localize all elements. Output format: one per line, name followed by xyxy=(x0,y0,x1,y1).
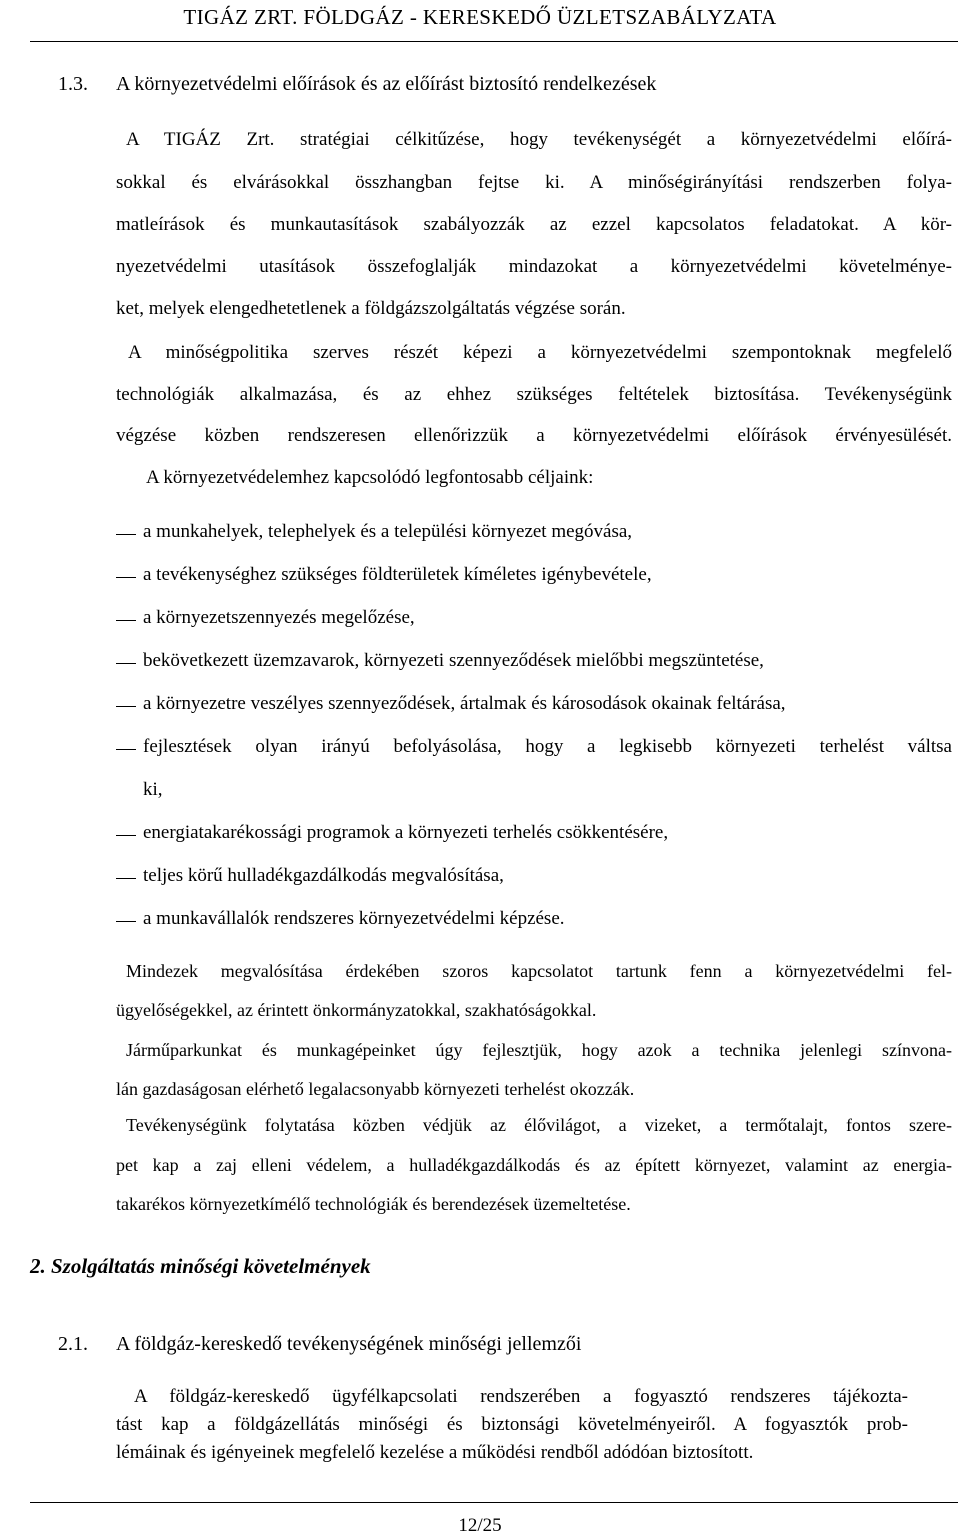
list-item: a munkavállalók rendszeres környezetvédelmi képzése. xyxy=(143,908,565,929)
paragraph-line xyxy=(116,1386,908,1408)
text-line: ügyelőségekkel, az érintett önkormányzatokkal, szakhatóságokkal. xyxy=(116,1000,597,1020)
list-item: a munkahelyek, telephelyek és a települési környezet megóvása, xyxy=(143,521,633,542)
text-line: ket, melyek elengedhetetlenek a földgázszolgáltatás végzése során. xyxy=(116,298,626,319)
text-line: lémáinak és igényeinek megfelelő kezelése a működési rendből adódóan biztosított. xyxy=(116,1442,754,1463)
dash-bullet xyxy=(116,921,136,922)
text-line: A TIGÁZ Zrt. stratégiai célkitűzése, hogy tevékenységét a környezetvédelmi előírá- xyxy=(126,129,952,150)
text-line: sokkal és elvárásokkal összhangban fejtse ki. A minőségirányítási rendszerben folya- xyxy=(116,172,952,193)
text-line: Tevékenységünk folytatása közben védjük az élővilágot, a vizeket, a termőtalajt, fontos szere- xyxy=(126,1115,952,1135)
section-title: A környezetvédelmi előírások és az előírást biztosító rendelkezések xyxy=(116,73,657,95)
dash-bullet xyxy=(116,835,136,836)
text-line: A minőségpolitika szerves részét képezi a környezetvédelmi szempontoknak megfelelő xyxy=(128,342,952,363)
page-header xyxy=(0,0,960,42)
chapter-heading: 2. Szolgáltatás minőségi követelmények xyxy=(30,1254,371,1278)
paragraph-line xyxy=(116,129,952,151)
text-line: pet kap a zaj elleni védelem, a hulladékgazdálkodás és az épített környezet, valamint az energia- xyxy=(116,1155,952,1175)
dash-bullet xyxy=(116,706,136,707)
list-item: bekövetkezett üzemzavarok, környezeti szennyeződések mielőbbi megszüntetése, xyxy=(143,650,764,671)
list-item: energiatakarékossági programok a környezeti terhelés csökkentésére, xyxy=(143,822,669,843)
list-item: teljes körű hulladékgazdálkodás megvalósítása, xyxy=(143,865,504,886)
paragraph-line xyxy=(116,961,952,982)
section-title: A földgáz-kereskedő tevékenységének minőségi jellemzői xyxy=(116,1333,582,1355)
page-number: 12/25 xyxy=(458,1515,502,1536)
text-line: lán gazdaságosan elérhető legalacsonyabb környezeti terhelést okozzák. xyxy=(116,1079,635,1099)
footer-divider xyxy=(30,1502,958,1503)
paragraph-line xyxy=(116,1040,952,1061)
text-line: nyezetvédelmi utasítások összefoglalják mindazokat a környezetvédelmi követelménye- xyxy=(116,256,952,277)
list-item: fejlesztések olyan irányú befolyásolása, hogy a legkisebb környezeti terhelést váltsa xyxy=(143,736,952,757)
text-line: takarékos környezetkímélő technológiák és berendezések üzemeltetése. xyxy=(116,1194,631,1214)
list-item: a környezetszennyezés megelőzése, xyxy=(143,607,415,628)
paragraph-line xyxy=(116,342,952,364)
text-line: tást kap a földgázellátás minőségi és biztonsági követelményeiről. A fogyasztók prob- xyxy=(116,1414,908,1435)
section-number: 1.3. xyxy=(58,73,88,95)
dash-bullet xyxy=(116,663,136,664)
dash-bullet xyxy=(116,878,136,879)
dash-bullet xyxy=(116,620,136,621)
header-divider xyxy=(30,41,958,42)
text-line: matleírások és munkautasítások szabályozzák az ezzel kapcsolatos feladatokat. A kör- xyxy=(116,214,952,235)
dash-bullet xyxy=(116,534,136,535)
dash-bullet xyxy=(116,749,136,750)
goals-intro: A környezetvédelemhez kapcsolódó legfontosabb céljaink: xyxy=(146,467,594,488)
text-line: Járműparkunkat és munkagépeinket úgy fejlesztjük, hogy azok a technika jelenlegi színvona- xyxy=(126,1040,952,1060)
text-line: technológiák alkalmazása, és az ehhez szükséges feltételek biztosítása. Tevékenységünk xyxy=(116,384,952,405)
text-line: végzése közben rendszeresen ellenőrizzük a környezetvédelmi előírások érvényesülését. xyxy=(116,425,952,446)
list-item-continuation: ki, xyxy=(143,779,163,800)
dash-bullet xyxy=(116,577,136,578)
list-item: a környezetre veszélyes szennyeződések, ártalmak és károsodások okainak feltárása, xyxy=(143,693,786,714)
list-item: a tevékenységhez szükséges földterületek kíméletes igénybevétele, xyxy=(143,564,652,585)
header-title: TIGÁZ ZRT. FÖLDGÁZ - KERESKEDŐ ÜZLETSZABÁLYZATA xyxy=(183,5,777,29)
text-line: A földgáz-kereskedő ügyfélkapcsolati rendszerében a fogyasztó rendszeres tájékozta- xyxy=(134,1386,908,1407)
section-number: 2.1. xyxy=(58,1333,88,1355)
text-line: Mindezek megvalósítása érdekében szoros kapcsolatot tartunk fenn a környezetvédelmi fel- xyxy=(126,961,952,981)
paragraph-line xyxy=(116,1115,952,1136)
